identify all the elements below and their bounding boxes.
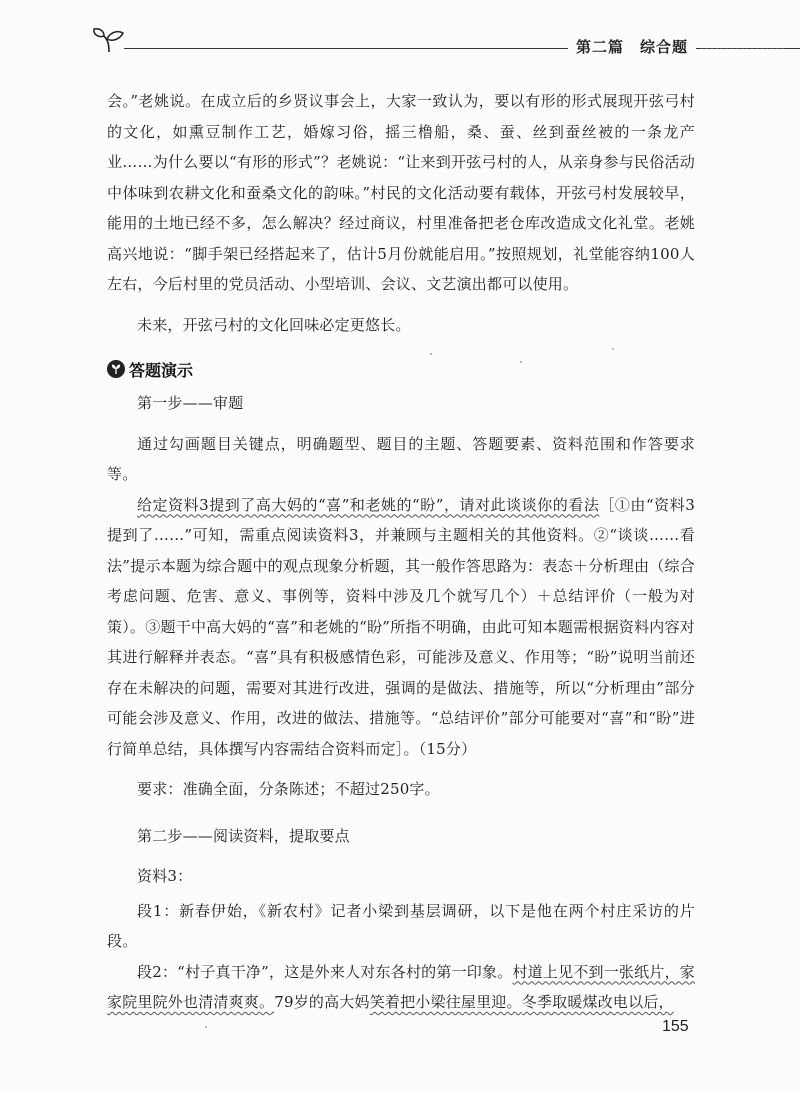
scan-speck	[612, 348, 614, 350]
page-header	[0, 0, 800, 70]
scan-speck	[205, 1026, 207, 1028]
sprout-icon	[92, 27, 126, 53]
answer-demo-heading	[107, 352, 695, 386]
para2-segment-a: 段2：“村子真干净”，这是外来人对东各村的第一印象。	[137, 962, 513, 981]
material-label: 资料3：	[137, 867, 193, 885]
para2-segment-e: 冬季取暖煤改电以后，	[521, 993, 674, 1011]
header-rule	[124, 48, 800, 49]
scan-speck	[430, 353, 432, 355]
paragraph-village-culture: 会。”老姚说。在成立后的乡贤议事会上，大家一致认为，要以有形的形式展现开弦弓村的文化，如熏豆制作工艺，婚嫁习俗，摇三橹船，桑、蚕、丝到蚕丝被的一条龙产业……为什么要以“有形的形式”？老姚说：“让来到开弦弓村的人，从亲身参与民俗活动中体味到农耕文化和蚕桑文化的韵味。”村民的文化活动要有载体，开弦弓村发展较早，能用的土地已经不多，怎么解决？经过商议，村里准备把老仓库改造成文化礼堂。老姚高兴地说：“脚手架已经搭起来了，估计5月份就能启用。”按照规划，礼堂能容纳100人左右，今后村里的党员活动、小型培训、会议、文艺演出都可以使用。	[107, 92, 695, 293]
scan-speck	[520, 361, 522, 363]
page-body	[107, 86, 695, 1018]
sprout-badge-icon	[107, 360, 125, 378]
question-underlined: 给定资料3提到了高大妈的“喜”和老姚的“盼”，请对此谈谈你的看法	[137, 495, 600, 514]
step1-title: 第一步——审题	[137, 394, 244, 412]
material-para-1: 段1：新春伊始，《新农村》记者小梁到基层调研，以下是他在两个村庄采访的片段。	[107, 901, 695, 950]
header-dashed-rule	[700, 48, 784, 49]
question-paragraph	[107, 490, 695, 765]
answer-demo-title: 答题演示	[129, 360, 194, 380]
chapter-title: 第二篇 综合题	[568, 36, 696, 57]
para2-segment-c: 79岁的高大妈	[274, 993, 370, 1011]
step1-intro: 通过勾画题目关键点，明确题型、题目的主题、答题要素、资料范围和作答要求等。	[107, 434, 695, 483]
material-para-2	[107, 957, 695, 1018]
question-analysis: ［①由“资料3提到了……”可知，需重点阅读资料3，并兼顾与主题相关的其他资料。②“谈谈……看法”提示本题为综合题中的观点现象分析题，其一般作答思路为：表态＋分析理由（综合考虑问题、危害、意义、事例等，资料中涉及几个就写几个）＋总结评价（一般为对策）。③题干中高大妈的“喜”和老姚的“盼”所指不明确，由此可知本题需根据资料内容对其进行解释并表态。“喜”具有积极感情色彩，可能涉及意义、作用等；“盼”说明当前还存在未解决的问题，需要对其进行改进，强调的是做法、措施等，所以“分析理由”部分可能会涉及意义、作用，改进的做法、措施等。“总结评价”部分可能要对“喜”和“盼”进行简单总结，具体撰写内容需结合资料而定］。（15分）	[107, 495, 695, 758]
para2-segment-b: 村道上见不到一张纸片，家家院里院外也清清爽爽。	[107, 962, 695, 1011]
para2-segment-d: 笑着把小梁往屋里迎。	[369, 993, 522, 1011]
answer-requirements: 要求：准确全面，分条陈述；不超过250字。	[137, 780, 440, 798]
paragraph-future: 未来，开弦弓村的文化回味必定更悠长。	[137, 315, 411, 334]
step2-title: 第二步——阅读资料，提取要点	[137, 826, 350, 845]
page-number: 155	[662, 1018, 689, 1035]
